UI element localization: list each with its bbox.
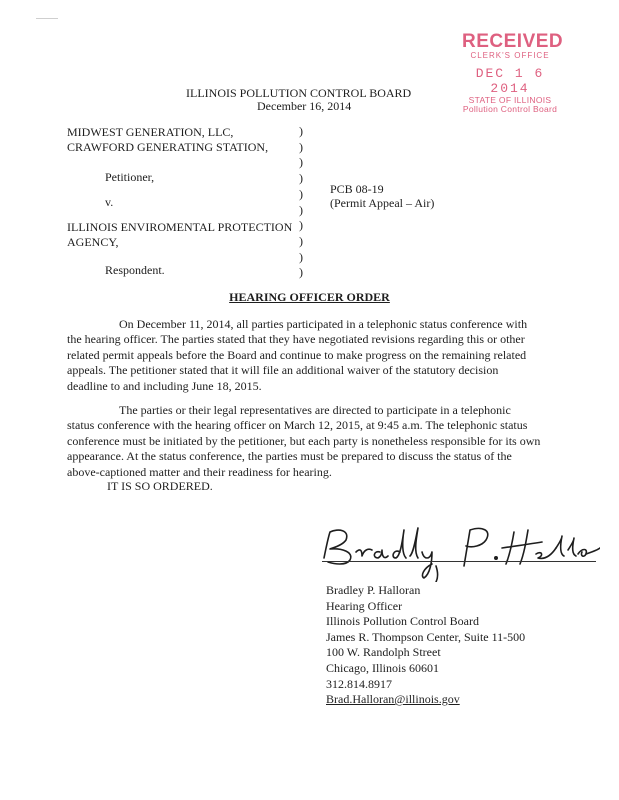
- paren: ): [299, 124, 303, 138]
- stamp-state-line1: STATE OF ILLINOIS: [468, 95, 552, 105]
- clerks-office-stamp: CLERK'S OFFICE: [470, 51, 550, 60]
- order-paragraph-1: [67, 317, 541, 394]
- paren: ): [299, 202, 303, 217]
- paren: ): [299, 155, 303, 170]
- signer-name: Bradley P. Halloran: [326, 583, 421, 597]
- board-name: ILLINOIS POLLUTION CONTROL BOARD: [186, 86, 412, 100]
- respondent-name-line2: AGENCY,: [67, 235, 119, 249]
- case-type: (Permit Appeal – Air): [330, 196, 435, 210]
- petitioner-label: Petitioner,: [105, 170, 155, 184]
- paren: ): [299, 186, 303, 201]
- signature-block: [326, 583, 525, 708]
- stamp-date: DEC 1 6 2014: [475, 66, 545, 96]
- paren: ): [299, 233, 303, 248]
- paren: ): [299, 218, 303, 233]
- closing-statement: IT IS SO ORDERED.: [107, 479, 213, 493]
- caption-parentheses: [299, 124, 303, 281]
- signature-line: [322, 561, 596, 562]
- signer-email-link[interactable]: Brad.Halloran@illinois.gov: [326, 692, 460, 707]
- petitioner-name-line1: MIDWEST GENERATION, LLC,: [67, 125, 234, 139]
- paren: ): [299, 249, 303, 264]
- paren: ): [299, 265, 303, 280]
- stamp-state: [458, 96, 562, 114]
- versus-label: v.: [105, 195, 114, 209]
- order-paragraph-2: [67, 403, 541, 480]
- handwritten-signature: [316, 518, 600, 582]
- paren: ): [299, 171, 303, 186]
- scan-mark: [36, 18, 58, 19]
- petitioner-name-line2: CRAWFORD GENERATING STATION,: [67, 140, 269, 154]
- order-date: December 16, 2014: [257, 99, 352, 113]
- paren: ): [299, 139, 303, 154]
- received-stamp: RECEIVED: [462, 31, 564, 52]
- signer-address-1: James R. Thompson Center, Suite 11-500: [326, 629, 526, 644]
- order-title: HEARING OFFICER ORDER: [229, 290, 390, 304]
- signer-phone: 312.814.8917: [326, 676, 392, 691]
- case-number: PCB 08-19: [330, 182, 384, 196]
- signer-title: Hearing Officer: [326, 598, 403, 613]
- paragraph-text: On December 11, 2014, all parties participated in a telephonic status conference with the hearing officer. The parties stated that they have negotiated revisions regarding this or other related permit appeals before the Board and continue to make progress on the remaining related appeals. The petitioner stated that it will file an additional waiver of the statutory decision deadline to and including June 18, 2015.: [67, 317, 528, 393]
- signer-address-2: 100 W. Randolph Street: [326, 645, 441, 660]
- respondent-name-line1: ILLINOIS ENVIROMENTAL PROTECTION: [67, 220, 293, 234]
- stamp-state-line2: Pollution Control Board: [462, 104, 558, 114]
- signer-address-3: Chicago, Illinois 60601: [326, 660, 439, 675]
- paragraph-text: The parties or their legal representatives are directed to participate in a telephonic status conference with the hearing officer on March 12, 2015, at 9:45 a.m. The telephonic status conference must be initiated by the petitioner, but each party is nonetheless responsible for its own appearance. At the status conference, the parties must be prepared to discuss the status of the above-captioned matter and their readiness for hearing.: [67, 403, 541, 479]
- respondent-label: Respondent.: [105, 263, 165, 277]
- signer-organization: Illinois Pollution Control Board: [326, 614, 480, 629]
